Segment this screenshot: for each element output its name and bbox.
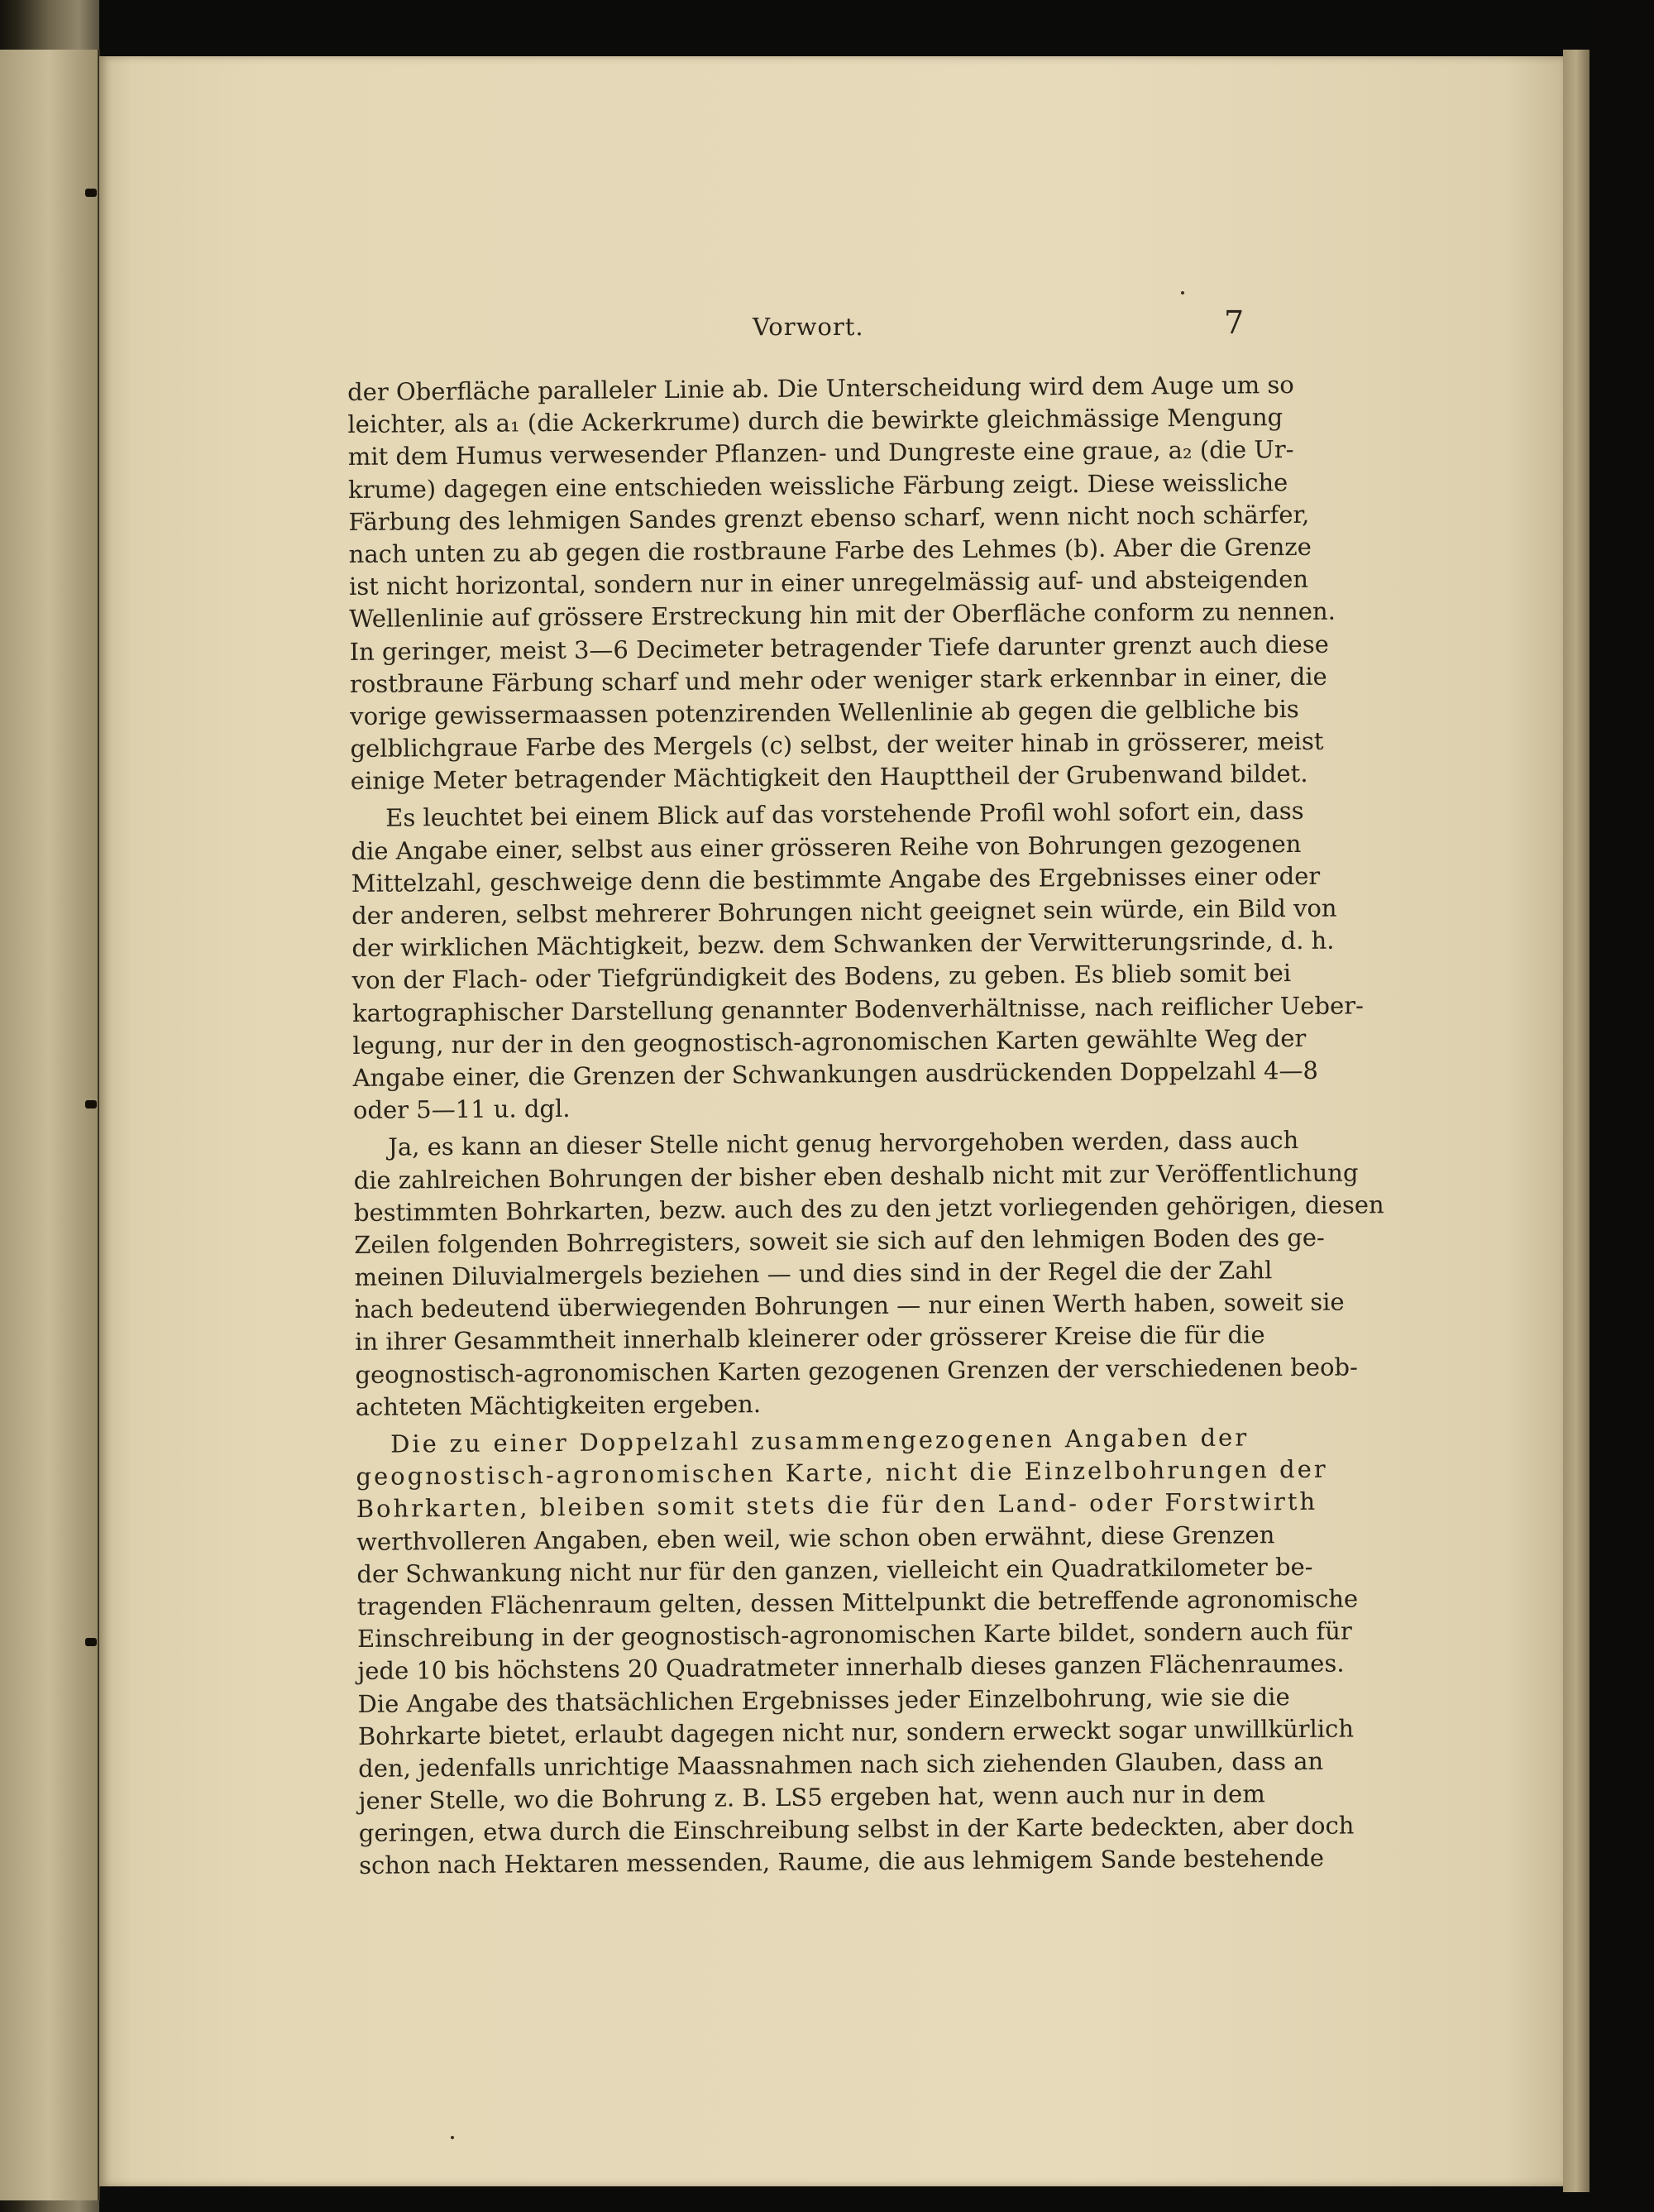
- text-line: die Angabe einer, selbst aus einer grösseren Reihe von Bohrungen gezogenen: [351, 829, 1302, 865]
- page-number: 7: [1224, 304, 1245, 341]
- text-line: ist nicht horizontal, sondern nur in einer unregelmässig auf- und absteigenden: [348, 565, 1309, 601]
- text-line: legung, nur der in den geognostisch-agronomischen Karten gewählte Weg der: [352, 1023, 1307, 1060]
- text-line: die zahlreichen Bohrungen der bisher eben deshalb nicht mit zur Veröffentlichung: [353, 1157, 1359, 1195]
- paragraph: [351, 796, 1364, 1127]
- text-line: der anderen, selbst mehrerer Bohrungen nicht geeignet sein würde, ein Bild von: [351, 893, 1337, 930]
- paragraph: [356, 1421, 1359, 1882]
- paragraph: [353, 1125, 1384, 1424]
- text-line: krume) dagegen eine entschieden weissliche Färbung zeigt. Diese weissliche: [347, 467, 1288, 504]
- text-line: Die Angabe des thatsächlichen Ergebnisses jeder Einzelbohrung, wie sie die: [357, 1682, 1290, 1718]
- text-line: werthvolleren Angaben, eben weil, wie schon oben erwähnt, diese Grenzen: [356, 1520, 1275, 1556]
- paragraph: [347, 370, 1336, 798]
- text-line: meinen Diluvialmergels beziehen — und dies sind in der Regel die der Zahl: [354, 1256, 1273, 1292]
- text-line: Angabe einer, die Grenzen der Schwankungen ausdrückenden Doppelzahl 4—8: [352, 1056, 1319, 1092]
- previous-page-edge: [0, 50, 100, 2200]
- text-line: oder 5—11 u. dgl.: [352, 1094, 571, 1125]
- text-line: Einschreibung in der geognostisch-agronomischen Karte bildet, sondern auch für: [356, 1616, 1352, 1654]
- text-line: den, jedenfalls unrichtige Maassnahmen nach sich ziehenden Glauben, dass an: [358, 1746, 1324, 1783]
- text-line: der wirklichen Mächtigkeit, bezw. dem Schwanken der Verwitterungsrinde, d. h.: [351, 926, 1335, 963]
- text-line: jede 10 bis höchstens 20 Quadratmeter innerhalb dieses ganzen Flächenraumes.: [357, 1649, 1345, 1686]
- text-line: Mittelzahl, geschweige denn die bestimmte Angabe des Ergebnisses einer oder: [351, 861, 1321, 898]
- text-line: leichter, als a₁ (die Ackerkrume) durch die bewirkte gleichmässige Mengung: [347, 403, 1284, 439]
- text-line: jener Stelle, wo die Bohrung z. B. LS5 ergeben hat, wenn auch nur in dem: [358, 1779, 1265, 1816]
- text-line: geognostisch-agronomischen Karte, nicht die Einzelbohrungen der: [356, 1454, 1328, 1491]
- text-line: gelblichgraue Farbe des Mergels (c) selbst, der weiter hinab in grösserer, meist: [350, 726, 1324, 764]
- text-line: Färbung des lehmigen Sandes grenzt ebenso scharf, wenn nicht noch schärfer,: [348, 500, 1310, 536]
- text-line: Bohrkarte bietet, erlaubt dagegen nicht nur, sondern erweckt sogar unwillkürlich: [357, 1714, 1355, 1750]
- text-line: nach unten zu ab gegen die rostbraune Farbe des Lehmes (b). Aber die Grenze: [348, 532, 1312, 568]
- binding-stitch: [85, 1100, 97, 1108]
- text-line: Es leuchtet bei einem Blick auf das vorstehende Profil wohl sofort ein, dass: [385, 797, 1304, 833]
- text-line: Zeilen folgenden Bohrregisters, soweit sie sich auf den lehmigen Boden des ge-: [354, 1223, 1325, 1259]
- text-line: der Oberfläche paralleler Linie ab. Die Unterscheidung wird dem Auge um so: [347, 371, 1294, 406]
- running-title: Vorwort.: [753, 313, 864, 341]
- text-line: kartographischer Darstellung genannter Bodenverhältnisse, nach reiflicher Ueber-: [351, 990, 1364, 1027]
- text-line: Wellenlinie auf grössere Erstreckung hin mit der Oberfläche conform zu nennen.: [349, 596, 1336, 634]
- paper-speck: [1181, 291, 1184, 294]
- text-line: einige Meter betragender Mächtigkeit den Haupttheil der Grubenwand bildet.: [350, 759, 1308, 796]
- text-line: in ihrer Gesammtheit innerhalb kleinerer oder grösserer Kreise die für die: [355, 1320, 1265, 1357]
- binding-stitch: [85, 1638, 97, 1646]
- text-line: In geringer, meist 3—6 Decimeter betragender Tiefe darunter grenzt auch diese: [349, 630, 1329, 666]
- text-line: bestimmten Bohrkarten, bezw. auch des zu den jetzt vorliegenden gehörigen, diesen: [353, 1190, 1384, 1227]
- text-line: Die zu einer Doppelzahl zusammengezogenen Angaben der: [390, 1423, 1250, 1458]
- binding-stitch: [85, 189, 97, 197]
- body-text: [347, 370, 1384, 1883]
- text-line: Bohrkarten, bleiben somit stets die für den Land- oder Forstwirth: [356, 1487, 1318, 1524]
- text-line: vorige gewissermaassen potenzirenden Wellenlinie ab gegen die gelbliche bis: [350, 694, 1299, 730]
- paper-speck: [451, 2136, 454, 2139]
- text-line: nach bedeutend überwiegenden Bohrungen — nur einen Werth haben, soweit sie: [354, 1287, 1345, 1324]
- text-line: mit dem Humus verwesender Pflanzen- und Dungreste eine graue, a₂ (die Ur-: [347, 435, 1294, 472]
- book-cover-edge: [1589, 0, 1654, 2212]
- text-line: Ja, es kann an dieser Stelle nicht genug hervorgehoben werden, dass auch: [388, 1126, 1299, 1161]
- text-line: von der Flach- oder Tiefgründigkeit des Bodens, zu geben. Es blieb somit bei: [351, 959, 1292, 995]
- text-line: achteten Mächtigkeiten ergeben.: [355, 1389, 762, 1421]
- text-line: geringen, etwa durch die Einschreibung selbst in der Karte bedeckten, aber doch: [358, 1811, 1355, 1848]
- text-line: tragenden Flächenraum gelten, dessen Mittelpunkt die betreffende agronomische: [356, 1584, 1359, 1621]
- text-line: schon nach Hektaren messenden, Raume, die aus lehmigem Sande bestehende: [359, 1844, 1325, 1880]
- page-stack-edge: [1563, 50, 1589, 2192]
- text-line: geognostisch-agronomischen Karten gezogenen Grenzen der verschiedenen beob-: [355, 1353, 1358, 1389]
- text-line: rostbraune Färbung scharf und mehr oder weniger stark erkennbar in einer, die: [349, 662, 1327, 698]
- text-line: der Schwankung nicht nur für den ganzen, vielleicht ein Quadratkilometer be-: [356, 1552, 1313, 1588]
